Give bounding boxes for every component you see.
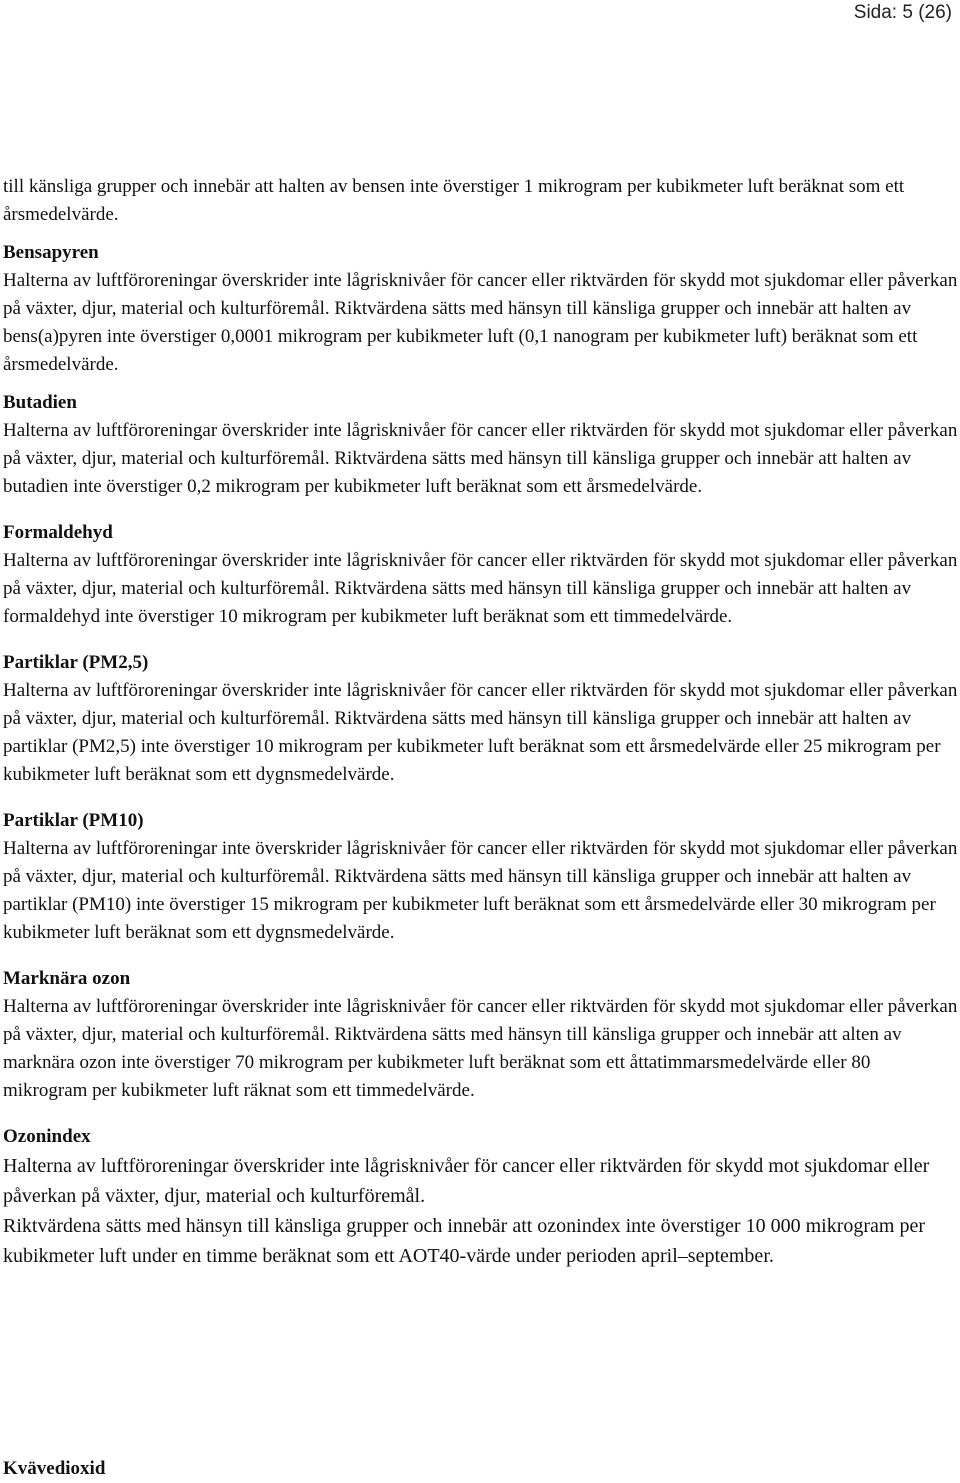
section-heading-kvavedioxid: Kvävedioxid bbox=[3, 1458, 106, 1479]
section-paragraph: Riktvärdena sätts med hänsyn till känsliga grupper och innebär att ozonindex inte överstiger 10 000 mikrogram per kubikmeter luft under en timme beräknat som ett AOT40-värde under perioden april–september. bbox=[3, 1215, 925, 1267]
section-bensapyren bbox=[3, 239, 958, 379]
section-heading: Partiklar (PM10) bbox=[3, 810, 144, 831]
section-heading: Partiklar (PM2,5) bbox=[3, 652, 149, 673]
section-formaldehyd bbox=[3, 519, 958, 631]
section-heading: Formaldehyd bbox=[3, 522, 113, 543]
section-partiklar-pm10 bbox=[3, 807, 958, 947]
section-paragraph: Halterna av luftföroreningar överskrider inte lågrisknivåer för cancer eller riktvärden för skydd mot sjukdomar eller påverkan på växter, djur, material och kulturföremål. Riktvärdena sätts med hänsyn till känsliga grupper och innebär att halten av partiklar (PM2,5) inte överstiger 10 mikrogram per kubikmeter luft beräknat som ett årsmedelvärde eller 25 mikrogram per kubikmeter luft beräknat som ett dygnsmedelvärde. bbox=[3, 680, 958, 785]
section-heading: Bensapyren bbox=[3, 242, 99, 263]
section-paragraph: Halterna av luftföroreningar överskrider inte lågrisknivåer för cancer eller riktvärden för skydd mot sjukdomar eller påverkan på växter, djur, material och kulturföremål. Riktvärdena sätts med hänsyn till känsliga grupper och innebär att alten av marknära ozon inte överstiger 70 mikrogram per kubikmeter luft beräknat som ett åttatimmarsmedelvärde eller 80 mikrogram per kubikmeter luft räknat som ett timmedelvärde. bbox=[3, 996, 958, 1101]
section-paragraph: Halterna av luftföroreningar inte överskrider lågrisknivåer för cancer eller riktvärden för skydd mot sjukdomar eller påverkan på växter, djur, material och kulturföremål. Riktvärdena sätts med hänsyn till känsliga grupper och innebär att halten av partiklar (PM10) inte överstiger 15 mikrogram per kubikmeter luft beräknat som ett årsmedelvärde eller 30 mikrogram per kubikmeter luft beräknat som ett dygnsmedelvärde. bbox=[3, 838, 958, 943]
section-paragraph: Halterna av luftföroreningar överskrider inte lågrisknivåer för cancer eller riktvärden för skydd mot sjukdomar eller påverkan på växter, djur, material och kulturföremål. bbox=[3, 1155, 930, 1207]
section-paragraph: Halterna av luftföroreningar överskrider inte lågrisknivåer för cancer eller riktvärden för skydd mot sjukdomar eller påverkan på växter, djur, material och kulturföremål. Riktvärdena sätts med hänsyn till känsliga grupper och innebär att halten av bens(a)pyren inte överstiger 0,0001 mikrogram per kubikmeter luft (0,1 nanogram per kubikmeter luft) beräknat som ett årsmedelvärde. bbox=[3, 270, 958, 375]
document-body bbox=[3, 173, 958, 1271]
section-heading: Ozonindex bbox=[3, 1126, 91, 1147]
section-heading: Marknära ozon bbox=[3, 968, 131, 989]
section-paragraph: Halterna av luftföroreningar överskrider inte lågrisknivåer för cancer eller riktvärden för skydd mot sjukdomar eller påverkan på växter, djur, material och kulturföremål. Riktvärdena sätts med hänsyn till känsliga grupper och innebär att halten av formaldehyd inte överstiger 10 mikrogram per kubikmeter luft beräknat som ett timmedelvärde. bbox=[3, 550, 958, 627]
section-ozonindex bbox=[3, 1123, 958, 1271]
section-paragraph: Halterna av luftföroreningar överskrider inte lågrisknivåer för cancer eller riktvärden för skydd mot sjukdomar eller påverkan på växter, djur, material och kulturföremål. Riktvärdena sätts med hänsyn till känsliga grupper och innebär att halten av butadien inte överstiger 0,2 mikrogram per kubikmeter luft beräknat som ett årsmedelvärde. bbox=[3, 420, 958, 497]
section-partiklar-pm25 bbox=[3, 649, 958, 789]
intro-paragraph: till känsliga grupper och innebär att halten av bensen inte överstiger 1 mikrogram per kubikmeter luft beräknat som ett årsmedelvärde. bbox=[3, 176, 905, 225]
section-heading: Butadien bbox=[3, 392, 77, 413]
page-number: Sida: 5 (26) bbox=[853, 2, 952, 23]
section-marknara-ozon bbox=[3, 965, 958, 1105]
section-butadien bbox=[3, 389, 958, 501]
